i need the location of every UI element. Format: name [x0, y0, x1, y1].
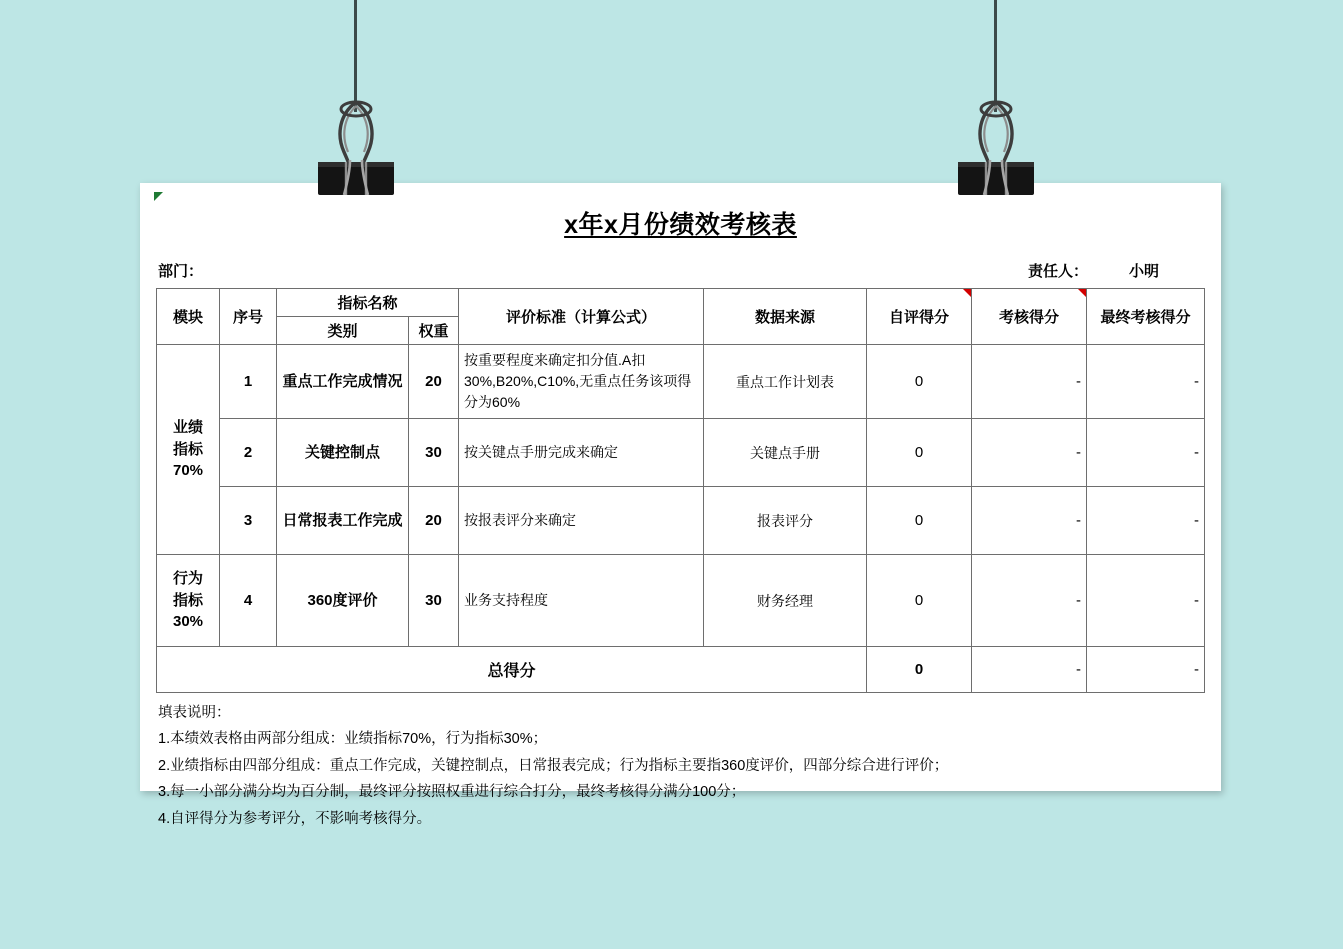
cell-source: 重点工作计划表 [704, 345, 867, 419]
cell-self-score[interactable]: 0 [867, 345, 972, 419]
owner-value: 小明 [1128, 263, 1159, 280]
comment-marker-icon [963, 289, 971, 297]
table-header-row-1 [157, 289, 1205, 317]
cell-category: 日常报表工作完成 [277, 487, 409, 555]
cell-criteria: 按重要程度来确定扣分值.A扣30%,B20%,C10%,无重点任务该项得分为60% [459, 345, 704, 419]
th-indicator-name: 指标名称 [277, 289, 459, 317]
th-category: 类别 [277, 317, 409, 345]
table-row [157, 345, 1205, 419]
cell-criteria: 按报表评分来确定 [459, 487, 704, 555]
total-assess-score[interactable]: - [972, 647, 1087, 693]
document-sheet [140, 183, 1221, 827]
note-item: 3.每一小部分满分均为百分制，最终评分按照权重进行综合打分，最终考核得分满分100分； [158, 784, 746, 801]
cell-module-group-performance: 业绩 指标 70% [157, 345, 220, 555]
hanging-string-left [354, 0, 357, 112]
cell-module-group-behavior: 行为 指标 30% [157, 555, 220, 647]
th-self-score-label: 自评得分 [889, 309, 950, 326]
cell-final-score[interactable]: - [1087, 419, 1205, 487]
total-final-score[interactable]: - [1087, 647, 1205, 693]
comment-marker-icon [1078, 289, 1086, 297]
th-weight: 权重 [409, 317, 459, 345]
total-label: 总得分 [157, 647, 867, 693]
note-item: 4.自评得分为参考评分，不影响考核得分。 [158, 810, 432, 827]
th-seq: 序号 [220, 289, 277, 345]
cell-final-score[interactable]: - [1087, 345, 1205, 419]
cell-source: 财务经理 [704, 555, 867, 647]
th-self-score [867, 289, 972, 345]
cell-assess-score[interactable]: - [972, 555, 1087, 647]
department-label: 部门： [158, 263, 204, 280]
notes-section [140, 693, 1221, 832]
cell-self-score[interactable]: 0 [867, 419, 972, 487]
cell-final-score[interactable]: - [1087, 555, 1205, 647]
cell-source: 报表评分 [704, 487, 867, 555]
cell-criteria: 按关键点手册完成来确定 [459, 419, 704, 487]
hanging-string-right [994, 0, 997, 112]
th-criteria: 评价标准（计算公式） [459, 289, 704, 345]
table-total-row [157, 647, 1205, 693]
cell-seq: 4 [220, 555, 277, 647]
cell-weight: 30 [409, 555, 459, 647]
note-item: 1.本绩效表格由两部分组成：业绩指标70%，行为指标30%； [158, 731, 548, 748]
cell-weight: 20 [409, 487, 459, 555]
cell-seq: 2 [220, 419, 277, 487]
cell-category: 关键控制点 [277, 419, 409, 487]
cell-self-score[interactable]: 0 [867, 555, 972, 647]
notes-heading: 填表说明： [158, 705, 231, 721]
performance-table [156, 288, 1205, 693]
th-final-score: 最终考核得分 [1087, 289, 1205, 345]
cell-criteria: 业务支持程度 [459, 555, 704, 647]
note-item: 2.业绩指标由四部分组成：重点工作完成，关键控制点，日常报表完成；行为指标主要指360度评价，四部分综合进行评价； [158, 757, 949, 774]
th-assess-score [972, 289, 1087, 345]
cell-seq: 1 [220, 345, 277, 419]
total-self-score[interactable]: 0 [867, 647, 972, 693]
cell-source: 关键点手册 [704, 419, 867, 487]
cell-weight: 20 [409, 345, 459, 419]
cell-category: 重点工作完成情况 [277, 345, 409, 419]
page-title: x年x月份绩效考核表 [564, 211, 797, 239]
th-source: 数据来源 [704, 289, 867, 345]
error-marker-icon [154, 192, 163, 201]
cell-final-score[interactable]: - [1087, 487, 1205, 555]
cell-weight: 30 [409, 419, 459, 487]
cell-assess-score[interactable]: - [972, 345, 1087, 419]
table-row [157, 487, 1205, 555]
th-assess-score-label: 考核得分 [999, 309, 1060, 326]
th-module: 模块 [157, 289, 220, 345]
cell-category: 360度评价 [277, 555, 409, 647]
table-row [157, 419, 1205, 487]
cell-seq: 3 [220, 487, 277, 555]
cell-assess-score[interactable]: - [972, 487, 1087, 555]
binder-clip-left-icon [310, 100, 402, 195]
meta-row [140, 254, 1221, 288]
cell-self-score[interactable]: 0 [867, 487, 972, 555]
table-row [157, 555, 1205, 647]
binder-clip-right-icon [950, 100, 1042, 195]
owner-label: 责任人： [1027, 263, 1088, 280]
cell-assess-score[interactable]: - [972, 419, 1087, 487]
